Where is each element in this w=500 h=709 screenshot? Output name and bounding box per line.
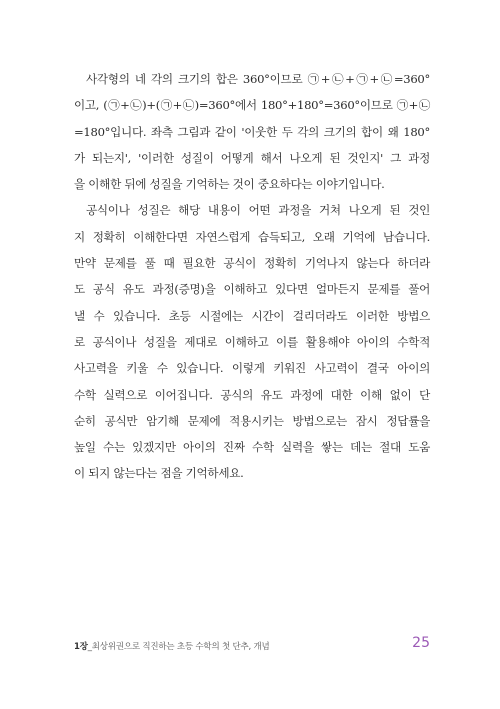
text-line: 수학 실력으로 이어집니다. 공식의 유도 과정에 대한 이해 없이 단 [74,387,430,402]
text-line: 공식이나 성질은 해당 내용이 어떤 과정을 거쳐 나오게 된 것인 [86,203,430,218]
text-line: 가 되는지', '이러한 성질이 어떻게 해서 나오게 된 것인지' 그 과정 [74,150,430,165]
running-footer-title [74,640,270,652]
chapter-label: 1장 [74,642,88,652]
text-line: 만약 문제를 풀 때 필요한 공식이 정확히 기억나지 않는다 하더라 [74,256,430,271]
text-line: 도 공식 유도 과정(증명)을 이해하고 있다면 얼마든지 문제를 풀어 [74,282,430,297]
paragraph-1 [74,66,430,197]
text-line: 높일 수는 있겠지만 아이의 진짜 수학 실력을 쌓는 데는 절대 도움 [74,440,430,455]
text-line: 이 되지 않는다는 점을 기억하세요. [74,466,244,481]
page-footer [74,636,430,656]
page-number: 25 [412,635,430,651]
chapter-title: _최상위권으로 직진하는 초등 수학의 첫 단추, 개념 [87,642,270,652]
text-line: 이고, (㉠+㉡)+(㉠+㉡)=360°에서 180°+180°=360°이므로 ㉠+㉡ [74,98,430,113]
text-line: 사각형의 네 각의 크기의 합은 360°이므로 ㉠+㉡+㉠+㉡=360° [86,72,430,86]
body-text [74,66,430,487]
text-line: 순히 공식만 암기해 문제에 적용시키는 방법으로는 잠시 정답률을 [74,413,430,428]
text-line: 을 이해한 뒤에 성질을 기억하는 것이 중요하다는 이야기입니다. [74,177,385,192]
text-line: 사고력을 키울 수 있습니다. 이렇게 키워진 사고력이 결국 아이의 [74,361,430,376]
paragraph-2 [74,197,430,486]
text-line: 로 공식이나 성질을 제대로 이해하고 이를 활용해야 아이의 수학적 [74,334,430,349]
text-line: =180°입니다. 좌측 그림과 같이 '이웃한 두 각의 크기의 합이 왜 180° [74,124,430,139]
text-line: 낼 수 있습니다. 초등 시절에는 시간이 걸리더라도 이러한 방법으 [74,308,430,323]
text-line: 지 정확히 이해한다면 자연스럽게 습득되고, 오래 기억에 남습니다. [74,229,430,244]
